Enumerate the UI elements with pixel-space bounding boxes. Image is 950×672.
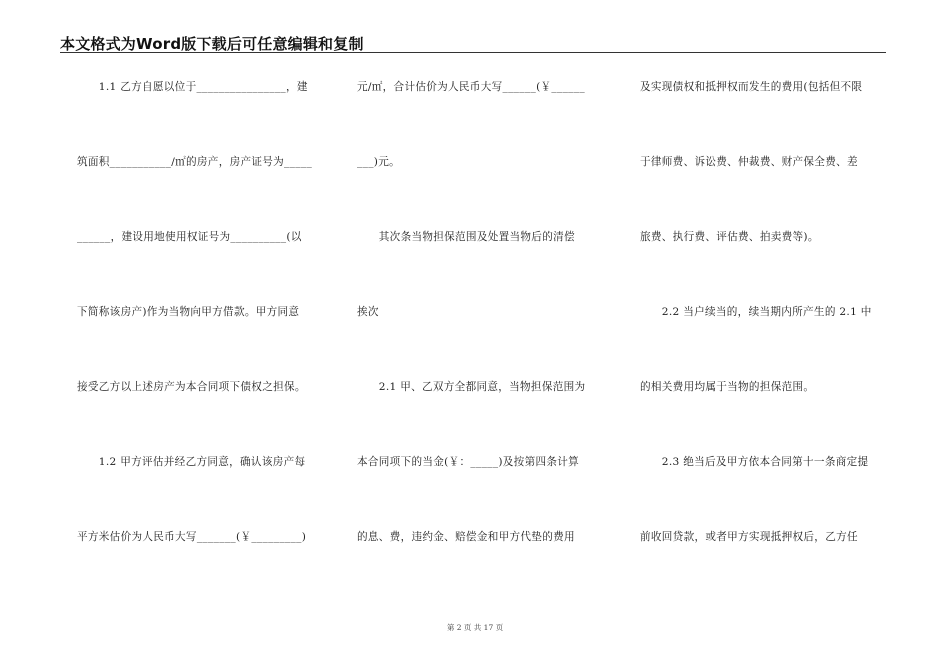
text-line: 及实现债权和抵押权而发生的费用(包括但不限 bbox=[640, 81, 863, 93]
text-line: 于律师费、诉讼费、仲裁费、财产保全费、差 bbox=[640, 156, 858, 168]
text-line: 元/㎡，合计估价为人民币大写______(￥______ bbox=[357, 81, 585, 93]
text-line: 下简称该房产)作为当物向甲方借款。甲方同意 bbox=[77, 306, 300, 318]
page-number-footer: 第 2 页 共 17 页 bbox=[446, 623, 504, 632]
text-line: 平方米估价为人民币大写_______(￥_________) bbox=[77, 531, 307, 543]
text-line: 1.2 甲方评估并经乙方同意，确认该房产每 bbox=[77, 456, 306, 468]
text-line: 挨次 bbox=[357, 306, 379, 318]
header-divider bbox=[60, 52, 886, 53]
text-line: 的息、费，违约金、赔偿金和甲方代垫的费用 bbox=[357, 531, 575, 543]
text-column-2 bbox=[357, 80, 605, 605]
document-header-title: 本文格式为Word版下载后可任意编辑和复制 bbox=[60, 35, 364, 53]
text-line: 1.1 乙方自愿以位于________________，建 bbox=[77, 81, 308, 93]
text-line: 筑面积___________/㎡的房产，房产证号为_____ bbox=[77, 156, 313, 168]
text-line: 2.1 甲、乙双方全都同意，当物担保范围为 bbox=[357, 381, 586, 393]
text-line: 2.3 绝当后及甲方依本合同第十一条商定提 bbox=[640, 456, 869, 468]
text-line: ___)元。 bbox=[357, 156, 401, 168]
text-line: 其次条当物担保范围及处置当物后的清偿 bbox=[357, 231, 575, 243]
text-line: 接受乙方以上述房产为本合同项下债权之担保。 bbox=[77, 381, 306, 393]
text-column-1 bbox=[77, 80, 325, 605]
text-line: 前收回贷款，或者甲方实现抵押权后，乙方任 bbox=[640, 531, 858, 543]
text-line: ______，建设用地使用权证号为__________(以 bbox=[77, 231, 302, 243]
text-line: 旅费、执行费、评估费、拍卖费等)。 bbox=[640, 231, 819, 243]
text-line: 的相关费用均属于当物的担保范围。 bbox=[640, 381, 815, 393]
text-line: 2.2 当户续当的，续当期内所产生的 2.1 中 bbox=[640, 306, 872, 318]
text-line: 本合同项下的当金(￥：_____)及按第四条计算 bbox=[357, 456, 580, 468]
text-column-3 bbox=[640, 80, 885, 605]
